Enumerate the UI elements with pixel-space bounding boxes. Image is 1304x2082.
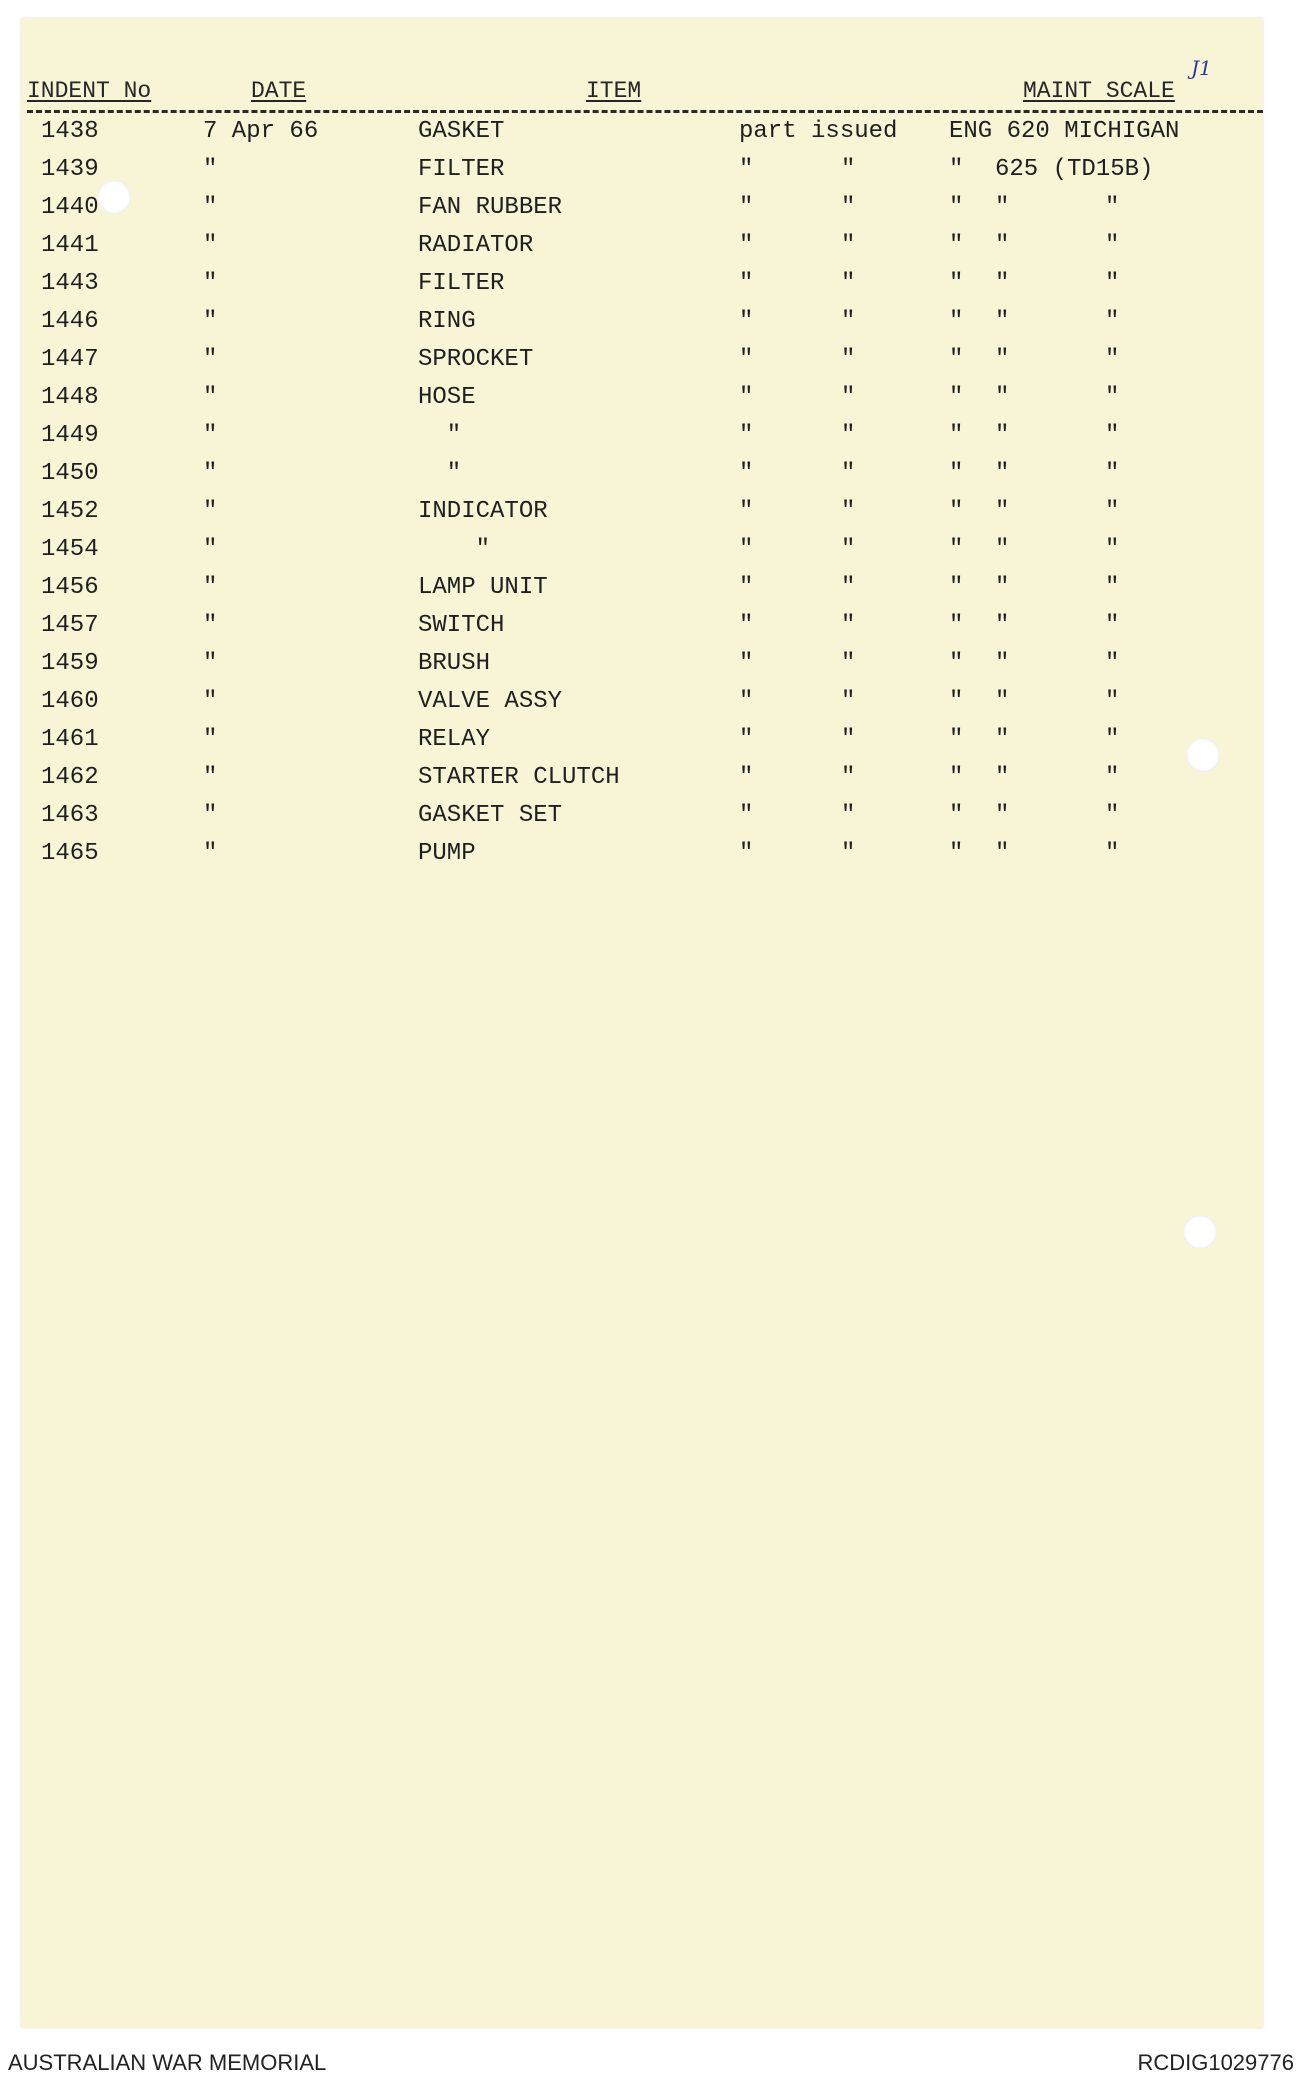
item-name: " <box>418 422 462 449</box>
maint-scale-cell-2: " <box>995 384 1010 411</box>
status-cell-2: " <box>841 346 856 373</box>
status-cell-2: " <box>841 574 856 601</box>
maint-scale-cell-2: " <box>995 460 1010 487</box>
status-cell: " <box>739 422 754 449</box>
maint-scale-cell-3: " <box>1105 346 1120 373</box>
indent-date: " <box>203 802 218 829</box>
table-row <box>21 266 1263 304</box>
status-cell: " <box>739 726 754 753</box>
item-name: LAMP UNIT <box>418 574 548 601</box>
item-name: RADIATOR <box>418 232 534 259</box>
status-cell: " <box>739 460 754 487</box>
maint-scale-cell-2: " <box>995 650 1010 677</box>
header-item: ITEM <box>586 78 642 104</box>
status-cell-2: " <box>841 726 856 753</box>
indent-date: " <box>203 612 218 639</box>
maint-scale-cell-2: " <box>995 232 1010 259</box>
indent-number: 1460 <box>41 688 99 715</box>
item-name: SWITCH <box>418 612 505 639</box>
maint-scale-cell-3: " <box>1105 688 1120 715</box>
indent-number: 1443 <box>41 270 99 297</box>
header-date: DATE <box>251 78 307 104</box>
indent-date: " <box>203 156 218 183</box>
maint-scale-cell-3: " <box>1105 384 1120 411</box>
indent-date: " <box>203 498 218 525</box>
maint-scale-cell-3: " <box>1105 498 1120 525</box>
maint-scale-cell: " <box>949 422 964 449</box>
maint-scale-cell-3: " <box>1105 650 1120 677</box>
maint-scale-cell-3: " <box>1105 840 1120 867</box>
table-row <box>21 608 1263 646</box>
table-row <box>21 798 1263 836</box>
status-cell: " <box>739 840 754 867</box>
indent-number: 1456 <box>41 574 99 601</box>
header-rule <box>27 110 1263 113</box>
indent-number: 1452 <box>41 498 99 525</box>
maint-scale-cell-2: " <box>995 536 1010 563</box>
maint-scale-cell: " <box>949 840 964 867</box>
status-cell-2: " <box>841 232 856 259</box>
maint-scale-cell: " <box>949 650 964 677</box>
maint-scale-cell-3: " <box>1105 460 1120 487</box>
maint-scale-cell-2: " <box>995 612 1010 639</box>
maint-scale-cell: " <box>949 498 964 525</box>
status-cell: " <box>739 612 754 639</box>
status-cell: " <box>739 688 754 715</box>
indent-number: 1457 <box>41 612 99 639</box>
maint-scale-cell-2: " <box>995 270 1010 297</box>
maint-scale-cell: " <box>949 802 964 829</box>
maint-scale-cell-2: " <box>995 194 1010 221</box>
maint-scale-cell-2: " <box>995 422 1010 449</box>
indent-date: " <box>203 764 218 791</box>
status-cell: " <box>739 536 754 563</box>
maint-scale-cell: " <box>949 270 964 297</box>
status-cell-2: " <box>841 536 856 563</box>
item-name: GASKET <box>418 118 505 145</box>
maint-scale-cell-3: " <box>1105 574 1120 601</box>
footer-institution: AUSTRALIAN WAR MEMORIAL <box>8 2050 327 2075</box>
document-sheet <box>21 18 1263 2028</box>
status-cell: " <box>739 802 754 829</box>
table-row <box>21 304 1263 342</box>
maint-scale-cell-3: " <box>1105 194 1120 221</box>
indent-date: " <box>203 688 218 715</box>
maint-scale-cell-2: 625 (TD15B) <box>995 156 1154 183</box>
indent-number: 1446 <box>41 308 99 335</box>
maint-scale-cell: " <box>949 688 964 715</box>
maint-scale-cell-3: " <box>1105 308 1120 335</box>
maint-scale-cell-2: " <box>995 574 1010 601</box>
indent-number: 1454 <box>41 536 99 563</box>
header-indent-no: INDENT No <box>27 78 152 104</box>
maint-scale-cell-3: " <box>1105 536 1120 563</box>
indent-number: 1447 <box>41 346 99 373</box>
indent-date: " <box>203 726 218 753</box>
maint-scale-cell: " <box>949 764 964 791</box>
status-cell-2: " <box>841 688 856 715</box>
indent-number: 1462 <box>41 764 99 791</box>
indent-date: " <box>203 574 218 601</box>
status-cell: " <box>739 574 754 601</box>
item-name: INDICATOR <box>418 498 548 525</box>
indent-date: " <box>203 460 218 487</box>
item-name: FILTER <box>418 156 505 183</box>
maint-scale-cell-2: " <box>995 308 1010 335</box>
item-name: PUMP <box>418 840 476 867</box>
table-row <box>21 760 1263 798</box>
status-cell-2: " <box>841 650 856 677</box>
table-row <box>21 570 1263 608</box>
maint-scale-cell-2: " <box>995 726 1010 753</box>
status-cell-2: " <box>841 194 856 221</box>
item-name: GASKET SET <box>418 802 563 829</box>
status-cell-2: " <box>841 840 856 867</box>
indent-date: " <box>203 232 218 259</box>
status-cell-2: " <box>841 422 856 449</box>
table-row <box>21 494 1263 532</box>
indent-number: 1439 <box>41 156 99 183</box>
indent-date: " <box>203 194 218 221</box>
maint-scale-cell: " <box>949 574 964 601</box>
maint-scale-cell-3: " <box>1105 232 1120 259</box>
table-row <box>21 722 1263 760</box>
maint-scale-cell-2: " <box>995 346 1010 373</box>
item-name: FILTER <box>418 270 505 297</box>
status-cell-2: " <box>841 460 856 487</box>
maint-scale-cell: " <box>949 536 964 563</box>
indent-date: " <box>203 270 218 297</box>
punch-hole-right-lower <box>1183 1215 1217 1249</box>
maint-scale-cell-3: " <box>1105 764 1120 791</box>
status-cell-2: " <box>841 802 856 829</box>
table-row <box>21 152 1263 190</box>
item-name: " <box>418 460 462 487</box>
indent-date: " <box>203 840 218 867</box>
status-cell-2: " <box>841 384 856 411</box>
table-row <box>21 836 1263 874</box>
indent-number: 1450 <box>41 460 99 487</box>
maint-scale-cell: " <box>949 308 964 335</box>
item-name: RING <box>418 308 476 335</box>
maint-scale-cell: " <box>949 726 964 753</box>
maint-scale-cell: " <box>949 194 964 221</box>
table-row <box>21 684 1263 722</box>
indent-date: " <box>203 346 218 373</box>
maint-scale-cell-3: " <box>1105 726 1120 753</box>
indent-date: " <box>203 308 218 335</box>
indent-date: " <box>203 384 218 411</box>
status-cell-2: " <box>841 764 856 791</box>
indent-number: 1440 <box>41 194 99 221</box>
maint-scale-cell-2: " <box>995 802 1010 829</box>
item-name: VALVE ASSY <box>418 688 563 715</box>
indent-date: " <box>203 650 218 677</box>
maint-scale-cell-2: " <box>995 764 1010 791</box>
table-row <box>21 114 1263 152</box>
status-cell: " <box>739 384 754 411</box>
header-maint-scale: MAINT SCALE <box>1023 78 1175 104</box>
indent-number: 1459 <box>41 650 99 677</box>
maint-scale-cell-2: " <box>995 840 1010 867</box>
item-name: RELAY <box>418 726 491 753</box>
maint-scale-cell-3: " <box>1105 422 1120 449</box>
item-name: FAN RUBBER <box>418 194 563 221</box>
table-header <box>21 64 1263 110</box>
table-row <box>21 456 1263 494</box>
maint-scale-cell: " <box>949 232 964 259</box>
status-cell: " <box>739 156 754 183</box>
indent-number: 1441 <box>41 232 99 259</box>
status-cell-2: " <box>841 498 856 525</box>
indent-table <box>21 114 1263 874</box>
status-cell: part issued <box>739 118 898 145</box>
status-cell-2: " <box>841 612 856 639</box>
status-cell: " <box>739 498 754 525</box>
table-row <box>21 190 1263 228</box>
status-cell: " <box>739 764 754 791</box>
status-cell-2: " <box>841 308 856 335</box>
maint-scale-cell: ENG 620 MICHIGAN <box>949 118 1180 145</box>
indent-number: 1438 <box>41 118 99 145</box>
status-cell: " <box>739 308 754 335</box>
status-cell-2: " <box>841 270 856 297</box>
item-name: STARTER CLUTCH <box>418 764 620 791</box>
status-cell: " <box>739 270 754 297</box>
status-cell-2: " <box>841 156 856 183</box>
maint-scale-cell: " <box>949 460 964 487</box>
maint-scale-cell-3: " <box>1105 270 1120 297</box>
maint-scale-cell: " <box>949 384 964 411</box>
table-row <box>21 380 1263 418</box>
table-row <box>21 418 1263 456</box>
table-row <box>21 228 1263 266</box>
item-name: " <box>418 536 491 563</box>
status-cell: " <box>739 194 754 221</box>
handwritten-note: J1 <box>1191 56 1212 80</box>
table-row <box>21 532 1263 570</box>
footer-record-id: RCDIG1029776 <box>1137 2050 1294 2075</box>
status-cell: " <box>739 650 754 677</box>
maint-scale-cell-3: " <box>1105 802 1120 829</box>
maint-scale-cell: " <box>949 156 964 183</box>
item-name: BRUSH <box>418 650 491 677</box>
indent-date: " <box>203 536 218 563</box>
indent-number: 1461 <box>41 726 99 753</box>
indent-number: 1465 <box>41 840 99 867</box>
indent-date: 7 Apr 66 <box>203 118 319 145</box>
table-row <box>21 342 1263 380</box>
indent-number: 1463 <box>41 802 99 829</box>
indent-date: " <box>203 422 218 449</box>
table-row <box>21 646 1263 684</box>
maint-scale-cell-2: " <box>995 688 1010 715</box>
item-name: HOSE <box>418 384 476 411</box>
status-cell: " <box>739 232 754 259</box>
maint-scale-cell: " <box>949 346 964 373</box>
maint-scale-cell-3: " <box>1105 612 1120 639</box>
item-name: SPROCKET <box>418 346 534 373</box>
status-cell: " <box>739 346 754 373</box>
maint-scale-cell: " <box>949 612 964 639</box>
indent-number: 1448 <box>41 384 99 411</box>
indent-number: 1449 <box>41 422 99 449</box>
maint-scale-cell-2: " <box>995 498 1010 525</box>
